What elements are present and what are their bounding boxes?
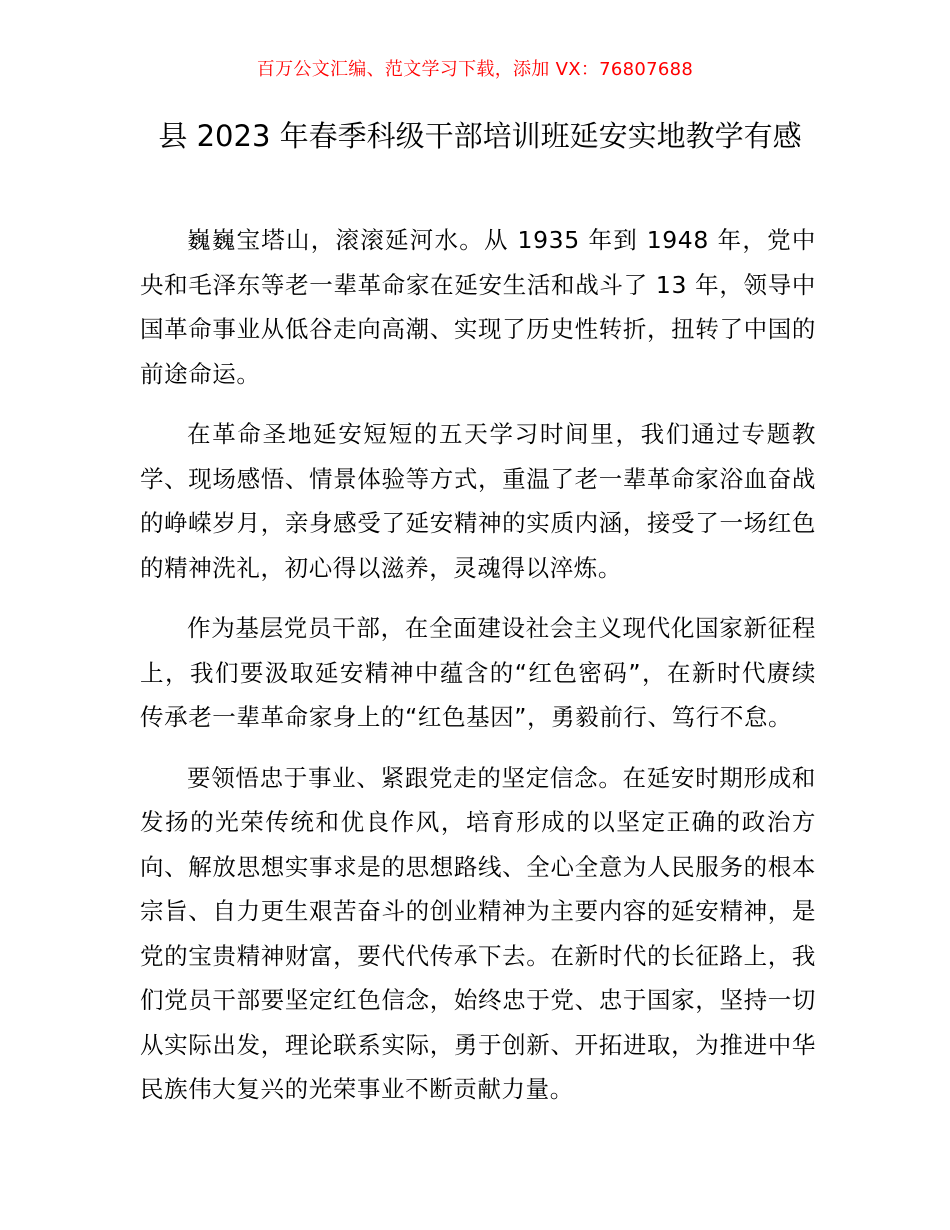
paragraph-4: 要领悟忠于事业、紧跟党走的坚定信念。在延安时期形成和发扬的光荣传统和优良作风，培育形成的以坚定正确的政治方向、解放思想实事求是的思想路线、全心全意为人民服务的根本宗旨、自力更生艰苦奋斗的创业精神为主要内容的延安精神，是党的宝贵精神财富，要代代传承下去。在新时代的长征路上，我们党员干部要坚定红色信念，始终忠于党、忠于国家，坚持一切从实际出发，理论联系实际，勇于创新、开拓进取，为推进中华民族伟大复兴的光荣事业不断贡献力量。 bbox=[140, 763, 816, 1103]
document-title: 县 2023 年春季科级干部培训班延安实地教学有感 bbox=[158, 119, 802, 153]
header-watermark-note: 百万公文汇编、范文学习下载，添加 VX：76807688 bbox=[256, 59, 694, 80]
paragraph-1: 巍巍宝塔山，滚滚延河水。从 1935 年到 1948 年，党中央和毛泽东等老一辈革命家在延安生活和战斗了 13 年，领导中国革命事业从低谷走向高潮、实现了历史性转折，扭转了中国的前途命运。 bbox=[140, 226, 816, 388]
document-body bbox=[140, 218, 816, 1128]
paragraph-2: 在革命圣地延安短短的五天学习时间里，我们通过专题教学、现场感悟、情景体验等方式，重温了老一辈革命家浴血奋战的峥嵘岁月，亲身感受了延安精神的实质内涵，接受了一场红色的精神洗礼，初心得以滋养，灵魂得以淬炼。 bbox=[140, 420, 816, 582]
paragraph-3: 作为基层党员干部，在全面建设社会主义现代化国家新征程上，我们要汲取延安精神中蕴含的“红色密码”，在新时代赓续传承老一辈革命家身上的“红色基因”，勇毅前行、笃行不怠。 bbox=[140, 614, 816, 731]
